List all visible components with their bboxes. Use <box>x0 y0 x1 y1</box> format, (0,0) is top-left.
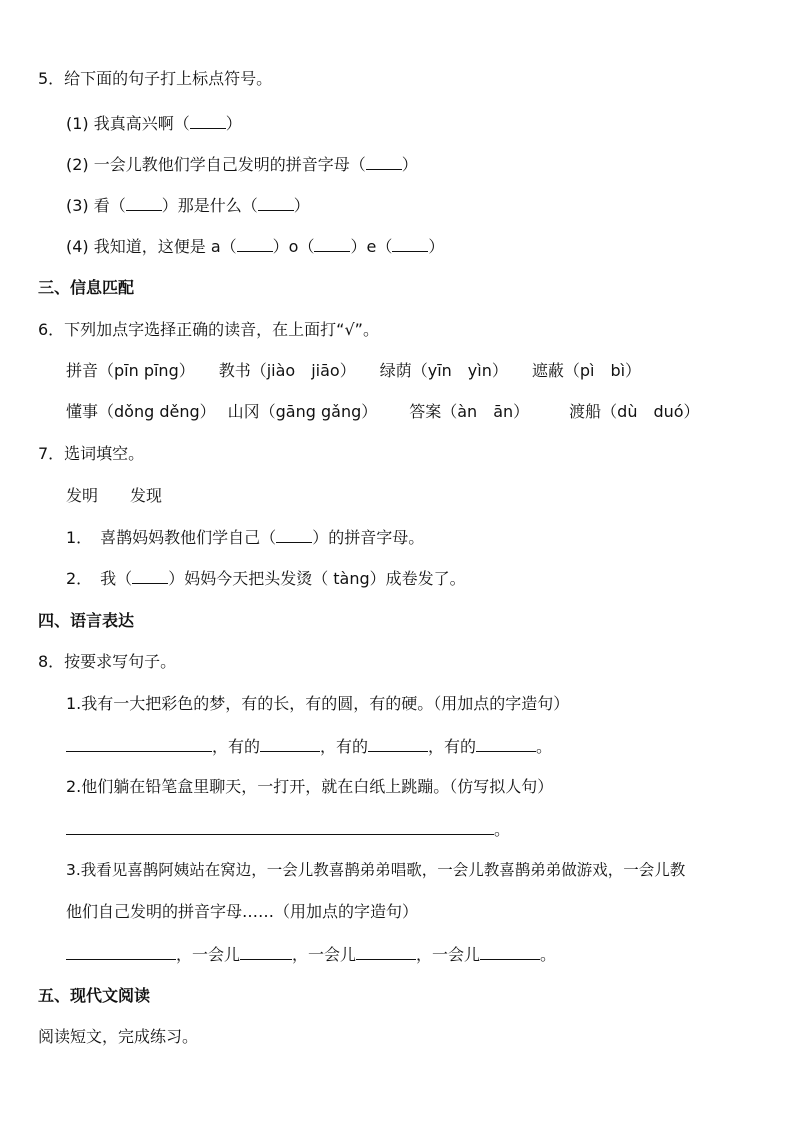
q5-title: 5．给下面的句子打上标点符号。 <box>38 69 273 88</box>
q7-word-choices: 发明 发现 <box>66 486 163 505</box>
answer-blank[interactable] <box>356 943 416 960</box>
q8-prompt-3-line-2: 他们自己发明的拼音字母……（用加点的字造句） <box>66 902 419 921</box>
fill-text: ，一会儿 <box>292 945 357 964</box>
pinyin-choice[interactable]: 遮蔽（pì bì） <box>531 361 642 380</box>
q8-title: 8．按要求写句子。 <box>38 652 177 671</box>
section-3-heading: 三、信息匹配 <box>38 278 135 297</box>
q7-item-1 <box>66 526 424 549</box>
pinyin-choice[interactable]: 答案（àn ān） <box>409 402 530 421</box>
blank-field[interactable] <box>126 194 162 211</box>
answer-blank[interactable] <box>480 943 540 960</box>
q5-item-1 <box>66 112 242 135</box>
q5-item-3-text-a: 看（ <box>93 196 126 215</box>
blank-field[interactable] <box>314 235 350 252</box>
paren-close: ） <box>428 237 445 256</box>
q7-item-2-text-b: ）妈妈今天把头发烫（ tàng）成卷发了。 <box>168 569 466 588</box>
q8-prompt-3-line-1: 3.我看见喜鹊阿姨站在窝边，一会儿教喜鹊弟弟唱歌，一会儿教喜鹊弟弟做游戏，一会儿教 <box>66 861 686 879</box>
q7-item-1-text-b: ）的拼音字母。 <box>312 528 425 547</box>
q5-item-4-num: (4) <box>66 237 89 256</box>
paren-close: ） <box>225 114 242 133</box>
q7-item-2-text-a: 2． 我（ <box>66 569 133 588</box>
fill-text: ，一会儿 <box>176 945 241 964</box>
q7-title: 7．选词填空。 <box>38 444 145 463</box>
paren-close: ） <box>401 155 418 174</box>
q5-item-3-mid: ）那是什么（ <box>161 196 258 215</box>
q5-item-1-num: (1) <box>66 114 89 133</box>
q5-item-4-text-a: 我知道，这便是 a（ <box>93 237 237 256</box>
answer-blank[interactable] <box>66 943 176 960</box>
q6-title: 6．下列加点字选择正确的读音，在上面打“√”。 <box>38 320 379 339</box>
q6-row-1 <box>66 360 665 382</box>
blank-field[interactable] <box>392 235 428 252</box>
blank-field[interactable] <box>132 567 168 584</box>
pinyin-choice[interactable]: 渡船（dù duó） <box>569 402 700 421</box>
fill-text: ，有的 <box>212 737 261 756</box>
q6-row-2 <box>66 401 724 423</box>
fill-text: ，有的 <box>320 737 369 756</box>
pinyin-choice[interactable]: 懂事（dǒng děng） <box>66 402 216 421</box>
q7-item-1-text-a: 1． 喜鹊妈妈教他们学自己（ <box>66 528 277 547</box>
fill-text: 。 <box>540 945 557 964</box>
answer-blank[interactable] <box>260 735 320 752</box>
q8-prompt-2: 2.他们躺在铅笔盒里聊天，一打开，就在白纸上跳蹦。（仿写拟人句） <box>66 777 554 796</box>
fill-text: ，有的 <box>428 737 477 756</box>
answer-blank[interactable] <box>476 735 536 752</box>
answer-blank[interactable] <box>368 735 428 752</box>
pinyin-choice[interactable]: 绿荫（yīn yìn） <box>379 361 508 380</box>
blank-field[interactable] <box>366 153 402 170</box>
q8-answer-3 <box>66 943 556 966</box>
q5-item-4 <box>66 235 444 258</box>
q5-item-4-mid2: ）e（ <box>350 237 393 256</box>
q8-prompt-1: 1.我有一大把彩色的梦，有的长，有的圆，有的硬。（用加点的字造句） <box>66 694 570 713</box>
fill-text: 。 <box>536 737 553 756</box>
q5-item-3 <box>66 194 310 217</box>
q5-item-3-num: (3) <box>66 196 89 215</box>
answer-blank[interactable] <box>66 735 212 752</box>
pinyin-choice[interactable]: 教书（jiào jiāo） <box>218 361 356 380</box>
fill-text: ，一会儿 <box>416 945 481 964</box>
q8-answer-2 <box>66 818 510 841</box>
reading-intro: 阅读短文，完成练习。 <box>38 1027 199 1046</box>
blank-field[interactable] <box>276 526 312 543</box>
q5-item-2-num: (2) <box>66 155 89 174</box>
q7-item-2 <box>66 567 466 590</box>
pinyin-choice[interactable]: 山冈（gāng gǎng） <box>227 402 378 421</box>
q5-item-2 <box>66 153 418 176</box>
pinyin-choice[interactable]: 拼音（pīn pīng） <box>66 361 195 380</box>
section-4-heading: 四、语言表达 <box>38 611 135 630</box>
blank-field[interactable] <box>190 112 226 129</box>
fill-text: 。 <box>494 820 511 839</box>
paren-close: ） <box>293 196 310 215</box>
section-5-heading: 五、现代文阅读 <box>38 986 151 1005</box>
q8-answer-1 <box>66 735 552 758</box>
blank-field[interactable] <box>237 235 273 252</box>
q5-item-2-text: 一会儿教他们学自己发明的拼音字母（ <box>93 155 366 174</box>
answer-blank[interactable] <box>240 943 292 960</box>
answer-blank[interactable] <box>66 818 494 835</box>
q5-item-1-text: 我真高兴啊（ <box>93 114 190 133</box>
blank-field[interactable] <box>258 194 294 211</box>
q5-item-4-mid1: ）o（ <box>272 237 315 256</box>
